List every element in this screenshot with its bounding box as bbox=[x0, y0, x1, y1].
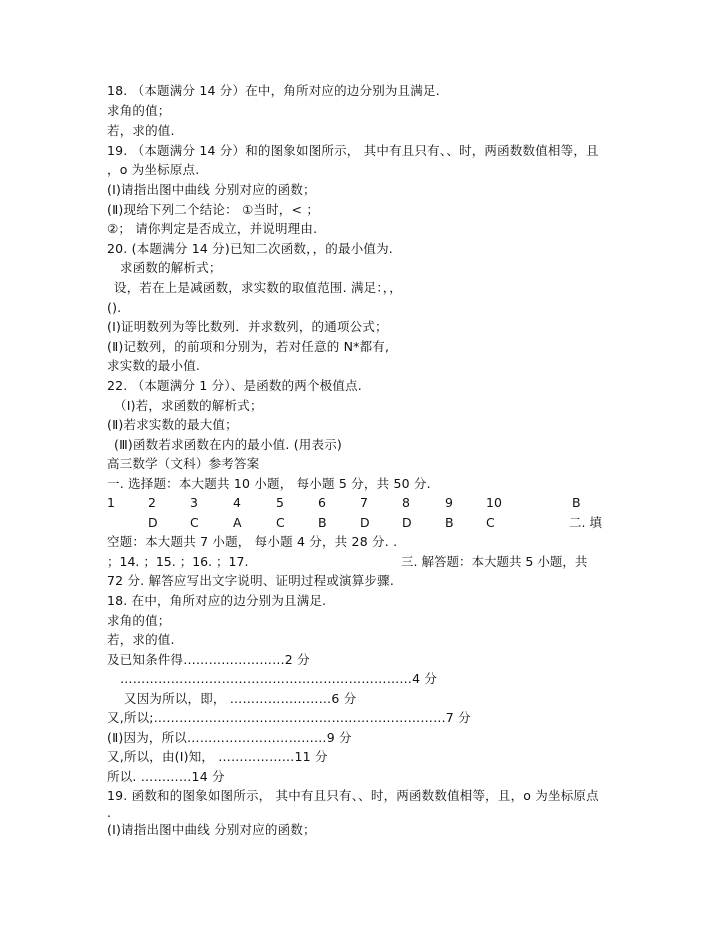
q19-title: 19. （本题满分 14 分）和的图象如图所示， 其中有且只有、、时，两函数数值相等，且 bbox=[107, 143, 599, 158]
q21-part2: (Ⅱ)记数列，的前项和分别为，若对任意的 N*都有, bbox=[107, 339, 390, 354]
fill-answers: ；14. ；15. ；16. ；17. bbox=[107, 554, 249, 569]
q22-part3: (Ⅲ)函数若求函数在内的最小值. (用表示) bbox=[114, 437, 342, 452]
choice-number: 9 bbox=[445, 495, 453, 510]
sol18-step-4: ……………………………………………………………4 分 bbox=[120, 671, 438, 686]
sol18-part1: 求角的值； bbox=[107, 613, 171, 628]
q21-part1: (Ⅰ)证明数列为等比数列．并求数列，的通项公式； bbox=[107, 319, 388, 334]
q21-part2-cont: 求实数的最小值. bbox=[107, 358, 201, 373]
choice-answer: C bbox=[486, 515, 495, 530]
sol18-part2: 若，求的值. bbox=[107, 632, 175, 647]
section-one-heading: 一. 选择题：本大题共 10 小题， 每小题 5 分，共 50 分. bbox=[107, 476, 431, 491]
section-three-body: 72 分. 解答应写出文字说明、证明过程或演算步骤. bbox=[107, 573, 395, 588]
sol18-step-6: 又因为所以，即， ……………………6 分 bbox=[124, 691, 357, 706]
choice-number: 6 bbox=[318, 495, 326, 510]
choice-answer: B bbox=[572, 495, 581, 510]
choice-answer: D bbox=[360, 515, 370, 530]
q18-title: 18. （本题满分 14 分）在中，角所对应的边分别为且满足. bbox=[107, 83, 440, 98]
choice-answer: D bbox=[148, 515, 158, 530]
choice-number: 7 bbox=[360, 495, 368, 510]
q22-part2: (Ⅱ)若求实数的最大值； bbox=[107, 417, 238, 432]
q20-part2: 设，若在上是减函数，求实数的取值范围. 满足：，， bbox=[114, 280, 402, 295]
choice-number: 4 bbox=[233, 495, 241, 510]
q22-title: 22. （本题满分 1 分）、是函数的两个极值点. bbox=[107, 378, 362, 393]
answer-heading: 高三数学（文科）参考答案 bbox=[107, 456, 260, 471]
q20-title: 20. (本题满分 14 分)已知二次函数，，的最小值为. bbox=[107, 241, 393, 256]
section-three-heading: 三. 解答题：本大题共 5 小题，共 bbox=[401, 554, 588, 569]
q19-part2-cont: ②； 请你判定是否成立，并说明理由. bbox=[107, 221, 318, 236]
sol19-title-cont: . bbox=[107, 805, 112, 820]
sol18-step-9: (Ⅱ)因为，所以……………………………9 分 bbox=[107, 730, 352, 745]
sol18-step-2: 及已知条件得……………………2 分 bbox=[107, 652, 310, 667]
choice-answer: C bbox=[190, 515, 199, 530]
sol19-part1: (Ⅰ)请指出图中曲线 分别对应的函数； bbox=[107, 822, 316, 837]
q18-part2: 若，求的值. bbox=[107, 123, 175, 138]
sol18-step-7: 又,所以;……………………………………………………………7 分 bbox=[107, 710, 471, 725]
choice-number: 3 bbox=[190, 495, 198, 510]
q19-part2: (Ⅱ)现给下列二个结论： ①当时，< ； bbox=[107, 202, 320, 217]
choice-number: 10 bbox=[486, 495, 502, 510]
sol18-step-14: 所以. …………14 分 bbox=[107, 769, 225, 784]
choice-number: 2 bbox=[148, 495, 156, 510]
choice-number: 8 bbox=[402, 495, 410, 510]
choice-number: 5 bbox=[276, 495, 284, 510]
q22-part1: （Ⅰ)若，求函数的解析式； bbox=[114, 398, 263, 413]
q21-cont: (). bbox=[107, 300, 122, 315]
section-two-body: 空题：本大题共 7 小题， 每小题 4 分，共 28 分. . bbox=[107, 534, 398, 549]
choice-number: 1 bbox=[107, 495, 115, 510]
sol19-title: 19. 函数和的图象如图所示， 其中有且只有、、时，两函数数值相等，且，o 为坐标原点 bbox=[107, 788, 599, 803]
q20-part1: 求函数的解析式； bbox=[120, 260, 222, 275]
choice-answer: B bbox=[318, 515, 327, 530]
sol18-title: 18. 在中，角所对应的边分别为且满足. bbox=[107, 593, 327, 608]
choice-answer: A bbox=[233, 515, 242, 530]
section-two-heading: 二. 填 bbox=[569, 515, 602, 530]
sol18-step-11: 又,所以，由(Ⅰ)知， ………………11 分 bbox=[107, 749, 328, 764]
q19-title-cont: ，o 为坐标原点. bbox=[107, 162, 200, 177]
choice-answer: B bbox=[445, 515, 454, 530]
choice-answer: D bbox=[402, 515, 412, 530]
q19-part1: (Ⅰ)请指出图中曲线 分别对应的函数； bbox=[107, 182, 316, 197]
q18-part1: 求角的值； bbox=[107, 103, 171, 118]
choice-answer: C bbox=[276, 515, 285, 530]
